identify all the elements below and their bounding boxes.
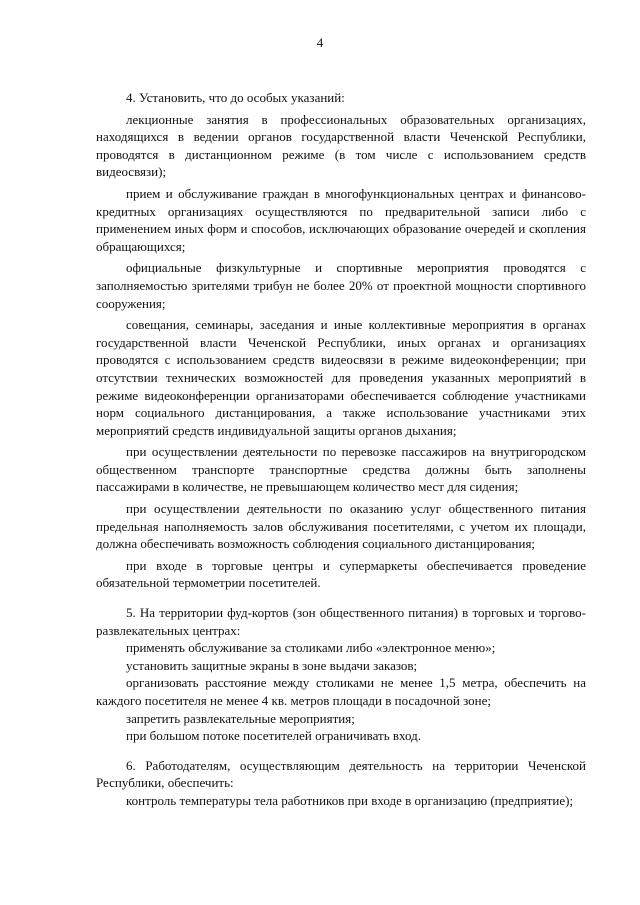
page-number: 4 [316,35,324,50]
paragraph-entry-limit: при большом потоке посетителей ограничивать вход. [126,728,422,744]
paragraph-temperature-control: контроль температуры тела работников при входе в организацию (предприятие); [126,792,574,808]
paragraph-table-distance: организовать расстояние между столиками не менее 1,5 метра, обеспечить на каждого посетителя не менее 4 кв. метров площади в посадочной зоне; [96,675,586,708]
paragraph-entertainment-ban: запретить развлекательные мероприятия; [126,710,355,726]
paragraph-5-heading: 5. На территории фуд-кортов (зон общественного питания) в торговых и торгово-развлекательных центрах: [96,605,586,638]
paragraph-mfc-reception: прием и обслуживание граждан в многофункциональных центрах и финансово-кредитных организациях осуществляются по предварительной записи либо с применением иных форм и способов, исключающих образование очередей и скопления обращающихся; [96,185,586,254]
document-body [96,89,586,810]
paragraph-protective-screens: установить защитные экраны в зоне выдачи заказов; [126,657,418,673]
paragraph-table-service: применять обслуживание за столиками либо «электронное меню»; [126,640,496,656]
paragraph-public-transport: при осуществлении деятельности по перевозке пассажиров на внутригородском общественном транспорте транспортные средства должны быть заполнены пассажирами в количестве, не превышающем количество мест для сидения; [96,444,586,495]
paragraph-meetings: совещания, семинары, заседания и иные коллективные мероприятия в органах государственной власти Чеченской Республики, иных органах и организациях проводятся с использованием средств видеосвязи в режиме видеоконференции; при отсутствии технических возможностей для проведения указанных мероприятий в режиме видеоконференции организаторами обеспечивается соблюдение участниками норм социального дистанцирования, а также использование участниками этих мероприятий средств индивидуальной защиты органов дыхания; [96,317,586,438]
paragraph-thermometry: при входе в торговые центры и супермаркеты обеспечивается проведение обязательной термометрии посетителей. [96,557,586,591]
paragraph-lectures: лекционные занятия в профессиональных образовательных организациях, находящихся в ведении органов государственной власти Чеченской Республики, проводятся в дистанционном режиме (в том числе с использованием средств видеосвязи); [96,111,586,180]
paragraph-catering: при осуществлении деятельности по оказанию услуг общественного питания предельная наполняемость залов обслуживания посетителями, с учетом их площади, должна обеспечивать возможность соблюдения социального дистанцирования; [96,501,586,552]
paragraph-6-heading: 6. Работодателям, осуществляющим деятельность на территории Чеченской Республики, обеспечить: [96,757,586,791]
paragraph-sports-events: официальные физкультурные и спортивные мероприятия проводятся с заполняемостью зрителями трибун не более 20% от проектной мощности спортивного сооружения; [96,260,586,311]
paragraph-4-heading: 4. Установить, что до особых указаний: [126,90,345,105]
